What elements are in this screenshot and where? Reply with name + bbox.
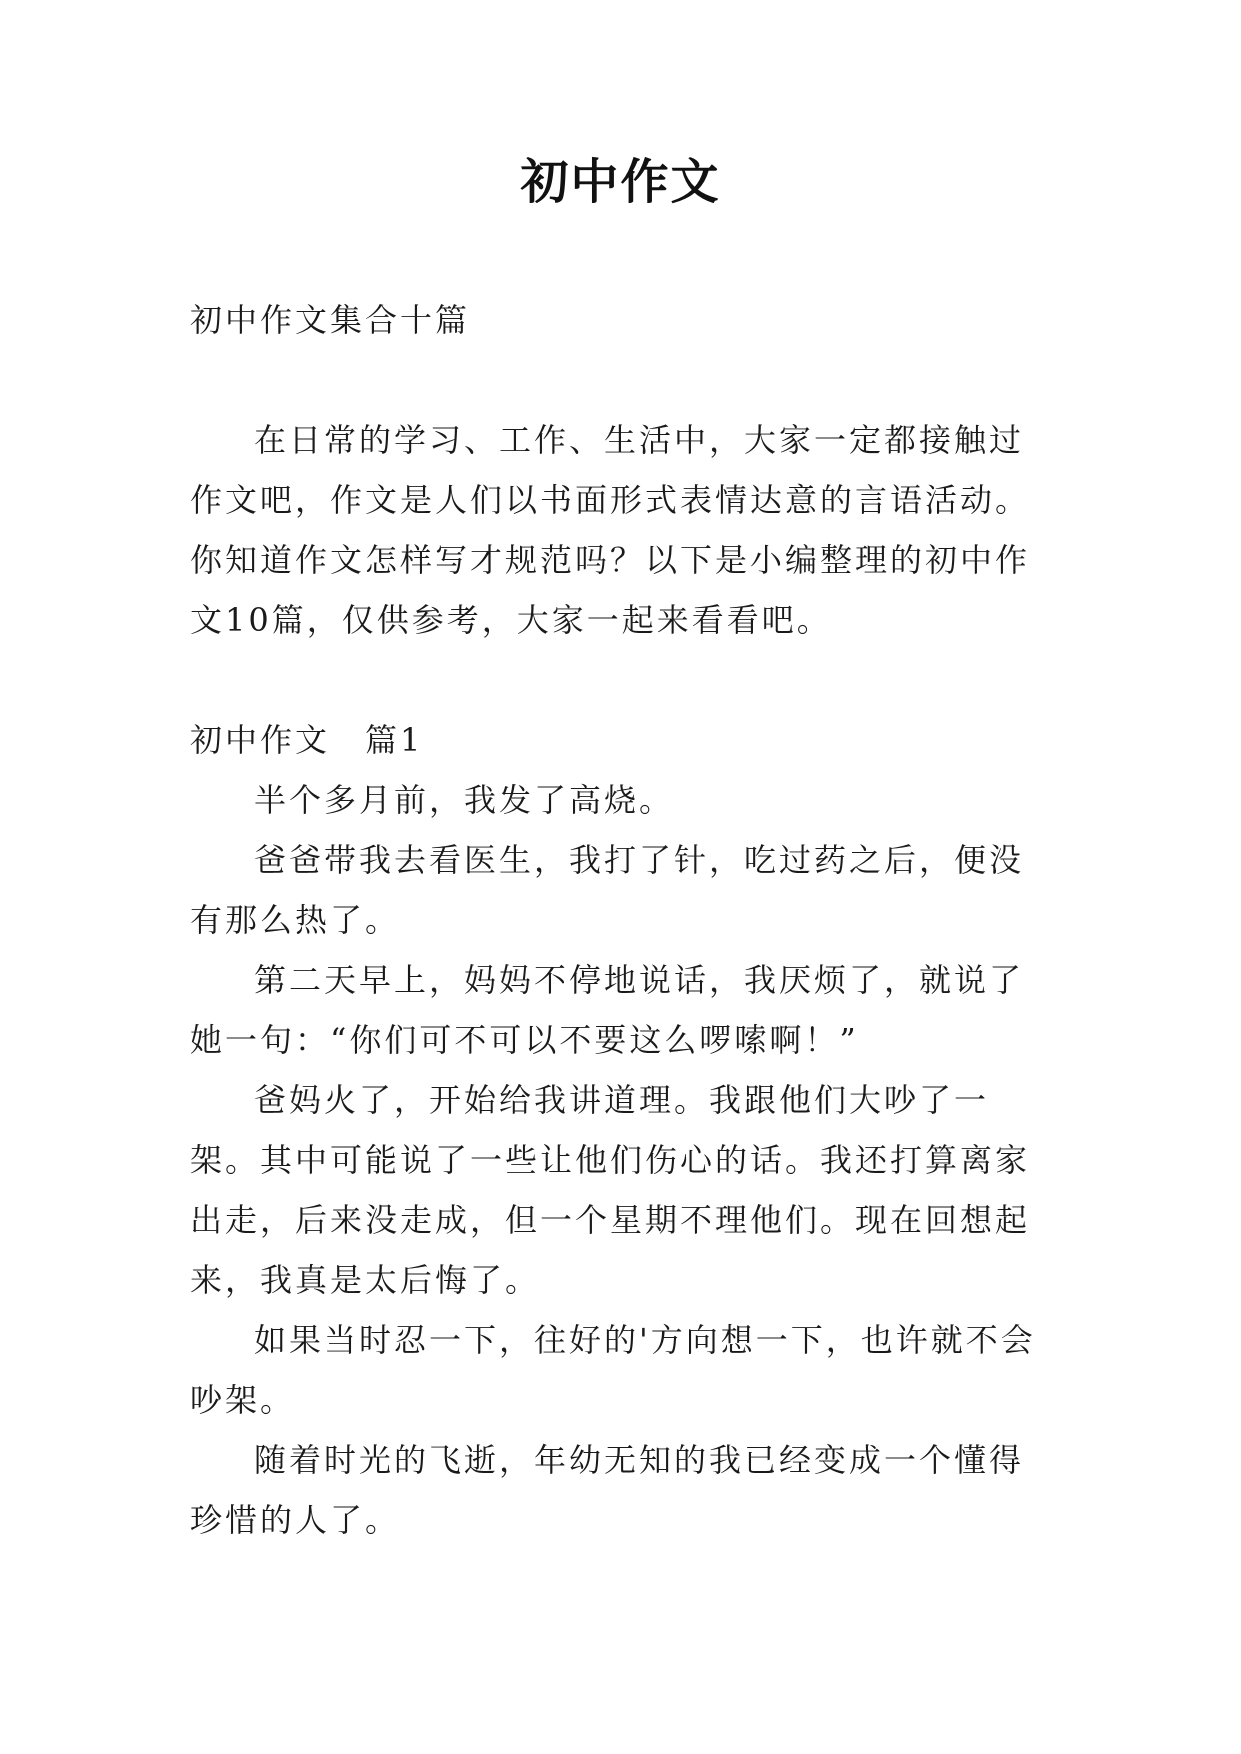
- body-paragraph: 爸妈火了，开始给我讲道理。我跟他们大吵了一架。其中可能说了一些让他们伤心的话。我还打算离家出走，后来没走成，但一个星期不理他们。现在回想起来，我真是太后悔了。: [190, 1081, 1031, 1299]
- section-heading: 初中作文 篇1: [190, 721, 424, 759]
- body-paragraph: 半个多月前，我发了高烧。: [254, 781, 675, 819]
- document-subtitle: 初中作文集合十篇: [190, 301, 471, 339]
- body-paragraph: 第二天早上，妈妈不停地说话，我厌烦了，就说了她一句：“你们可不可以不要这么啰嗦啊！”: [190, 961, 1025, 1059]
- document-body: [190, 290, 1050, 1550]
- document-title: 初中作文: [520, 154, 721, 210]
- body-paragraph: 如果当时忍一下，往好的'方向想一下，也许就不会吵架。: [190, 1321, 1036, 1419]
- body-paragraph: 随着时光的飞逝，年幼无知的我已经变成一个懂得珍惜的人了。: [190, 1441, 1025, 1539]
- body-paragraph: 爸爸带我去看医生，我打了针，吃过药之后，便没有那么热了。: [190, 841, 1025, 939]
- intro-paragraph: 在日常的学习、工作、生活中，大家一定都接触过作文吧，作文是人们以书面形式表情达意的言语活动。你知道作文怎样写才规范吗？以下是小编整理的初中作文10篇，仅供参考，大家一起来看看吧。: [190, 421, 1031, 639]
